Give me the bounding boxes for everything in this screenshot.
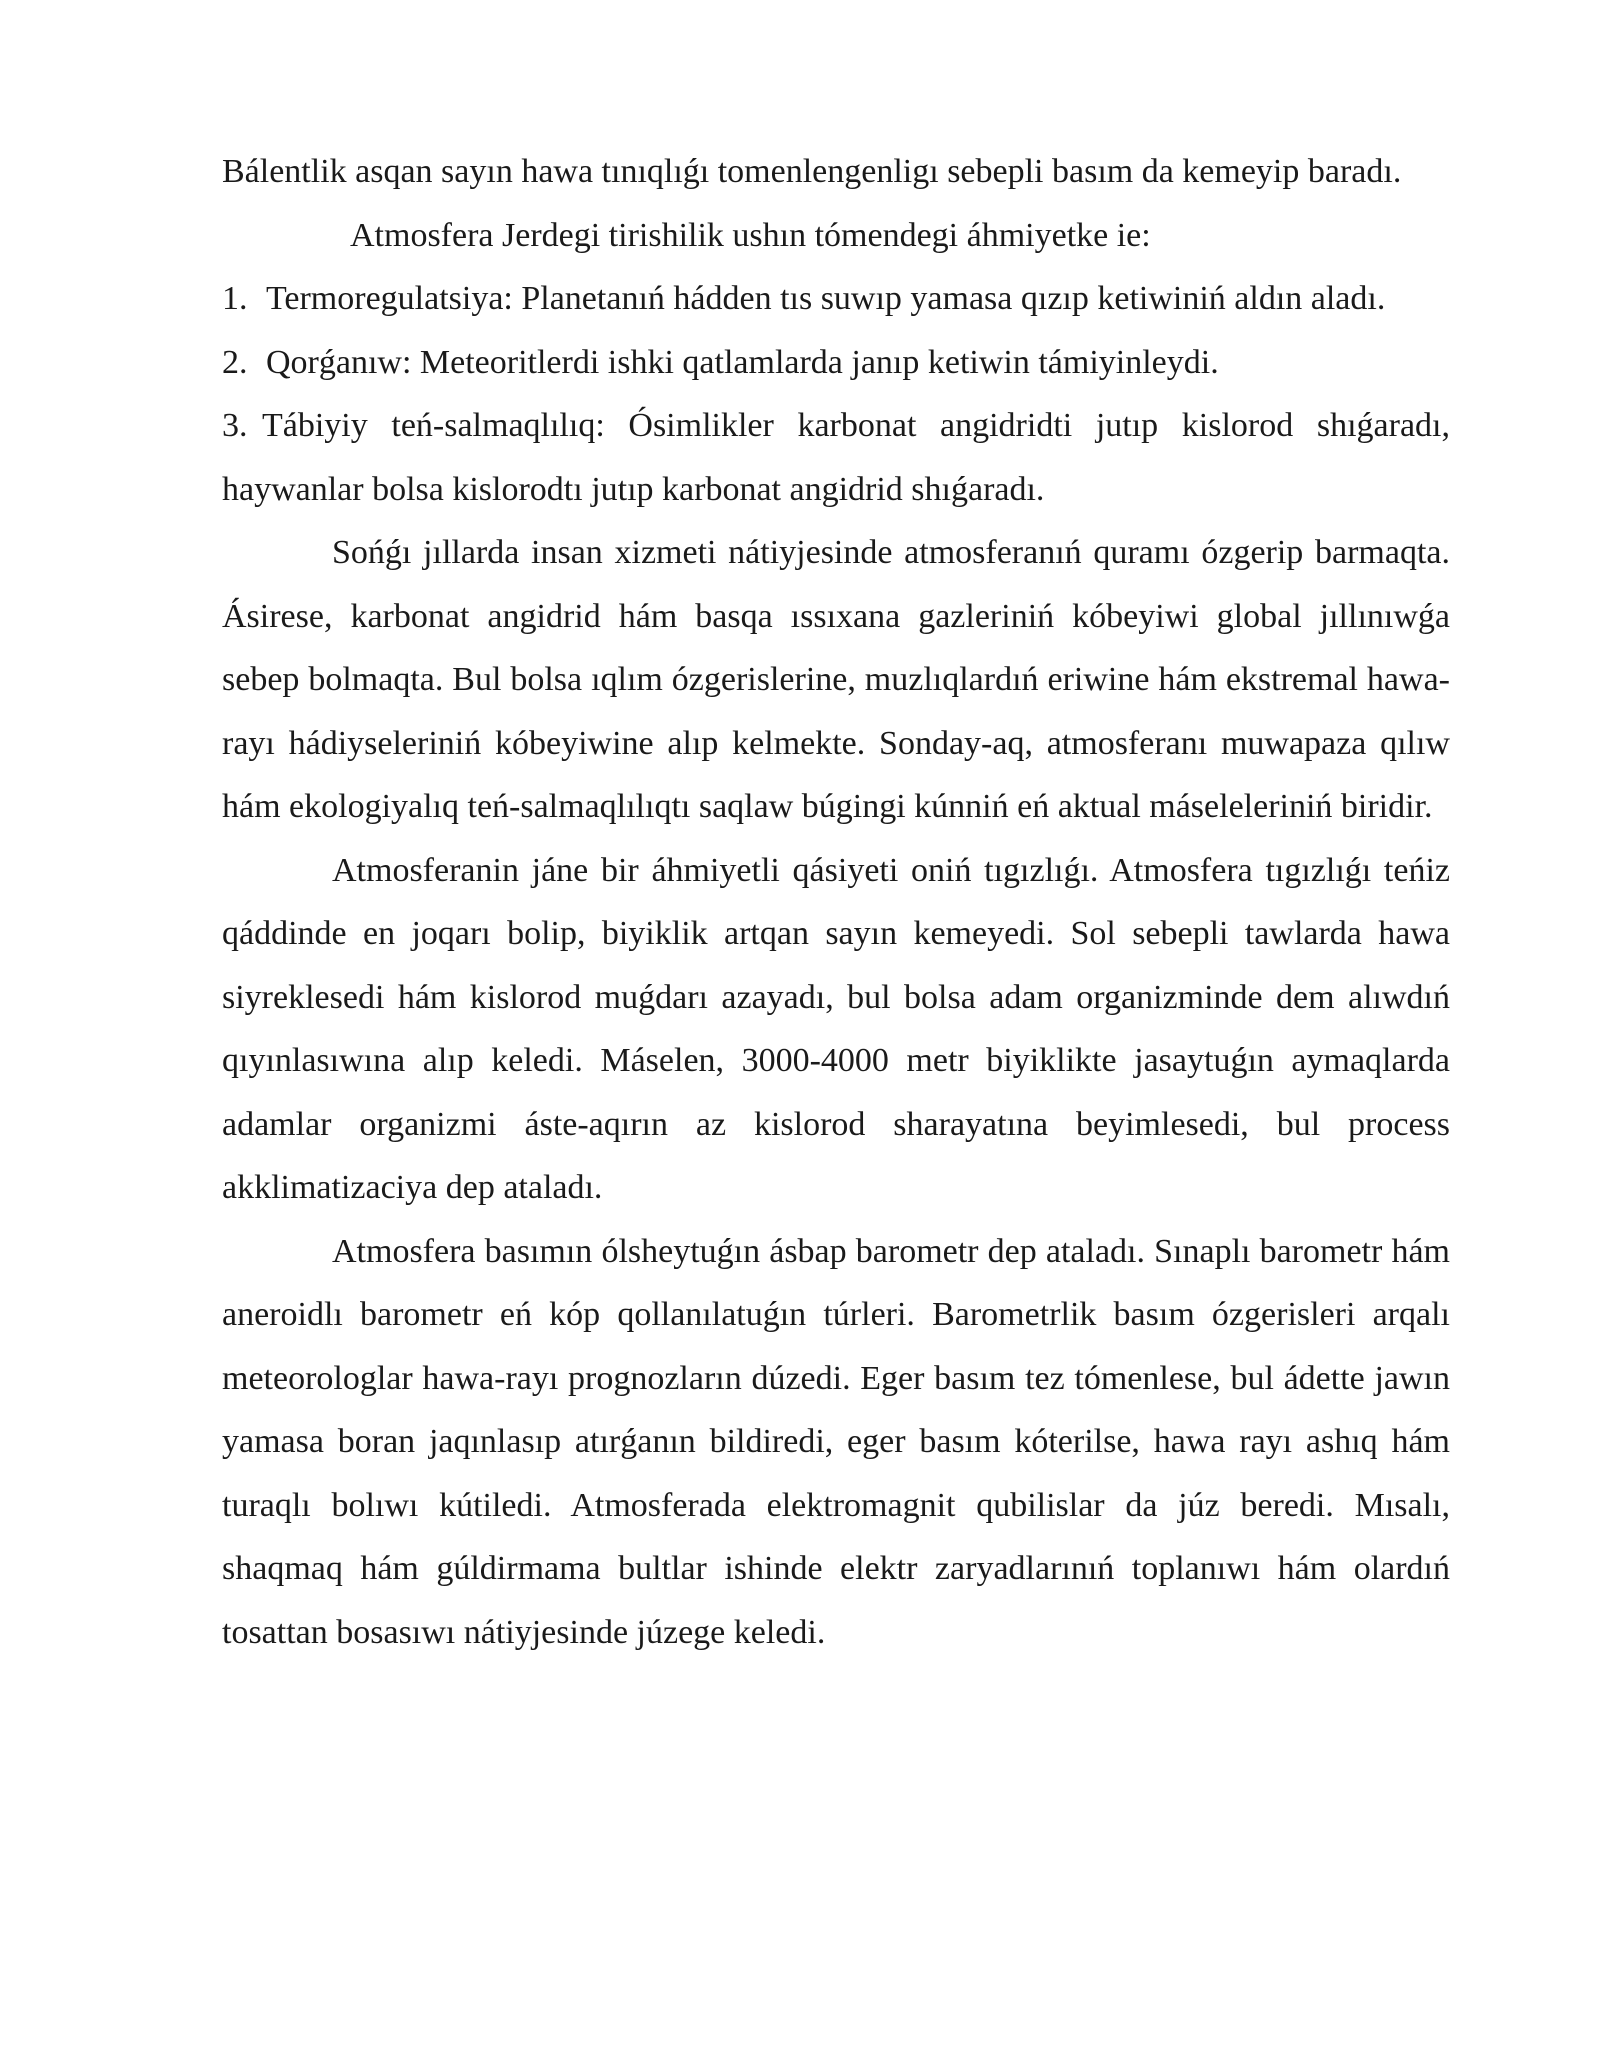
list-text: Termoregulatsiya: Planetanıń hádden tıs suwıp yamasa qızıp ketiwiniń aldın aladı.: [266, 280, 1386, 317]
paragraph-importance-heading: Atmosfera Jerdegi tirishilik ushın tómendegi áhmiyetke ie:: [350, 216, 1151, 254]
paragraph-human-impact: Sońǵı jıllarda insan xizmeti nátiyjesinde atmosferanıń quramı ózgerip barmaqta. Ásirese, karbonat angidrid hám basqa ıssıxana gazleriniń kóbeyiwi global jıllınıwǵa sebep bolmaqta. Bul bolsa ıqlım ózgerislerine, muzlıqlardıń eriwine hám ekstremal hawa-rayı hádiyseleriniń kóbeyiwine alıp kelmekte. Sonday-aq, atmosferanı muwapaza qılıw hám ekologiyalıq teń-salmaqlılıqtı saqlaw búgingi kúnniń eń aktual máseleleriniń biridir.: [222, 534, 1450, 825]
paragraph-pressure-intro: Bálentlik asqan sayın hawa tınıqlıǵı tomenlengenligı sebepli basım da kemeyip baradı.: [222, 153, 1402, 190]
list-number: 3.: [222, 407, 248, 444]
paragraph-barometer: Atmosfera basımın ólsheytuǵın ásbap barometr dep ataladı. Sınaplı barometr hám aneroidlı barometr eń kóp qollanılatuǵın túrleri. Barometrlik basım ózgerisleri arqalı meteorologlar hawa-rayı prognozların dúzedi. Eger basım tez tómenlese, bul ádette jawın yamasa boran jaqınlasıp atırǵanın bildiredi, eger basım kóterilse, hawa rayı ashıq hám turaqlı bolıwı kútiledi. Atmosferada elektromagnit qubilislar da júz beredi. Mısalı, shaqmaq hám gúldirmama bultlar ishinde elektr zaryadlarınıń toplanıwı hám olardıń tosattan bosasıwı nátiyjesinde júzege keledi.: [222, 1232, 1450, 1651]
list-number: 2.: [222, 343, 248, 381]
paragraph-density: Atmosferanin jáne bir áhmiyetli qásiyeti oniń tıgızlıǵı. Atmosfera tıgızlıǵı teńiz qáddinde en joqarı bolip, biyiklik artqan sayın kemeyedi. Sol sebepli tawlarda hawa siyreklesedi hám kislorod muǵdarı azayadı, bul bolsa adam organizminde dem alıwdıń qıyınlasıwına alıp keledi. Máselen, 3000-4000 metr biyiklikte jasaytuǵın aymaqlarda adamlar organizmi áste-aqırın az kislorod sharayatına beyimlesedi, bul process akklimatizaciya dep ataladı.: [222, 851, 1450, 1206]
list-text: Tábiyiy teń-salmaqlılıq: Ósimlikler karbonat angidridti jutıp kislorod shıǵaradı, haywanlar bolsa kislorodtı jutıp karbonat angidrid shıǵaradı.: [222, 407, 1450, 508]
list-number: 1.: [222, 280, 248, 317]
document-page: [222, 140, 1450, 1664]
list-item-1: [222, 267, 1450, 331]
list-item-2: [222, 331, 1450, 395]
list-item-3: [222, 394, 1450, 521]
list-text: Qorǵanıw: Meteoritlerdi ishki qatlamlarda janıp ketiwin támiyinleydi.: [266, 343, 1219, 381]
